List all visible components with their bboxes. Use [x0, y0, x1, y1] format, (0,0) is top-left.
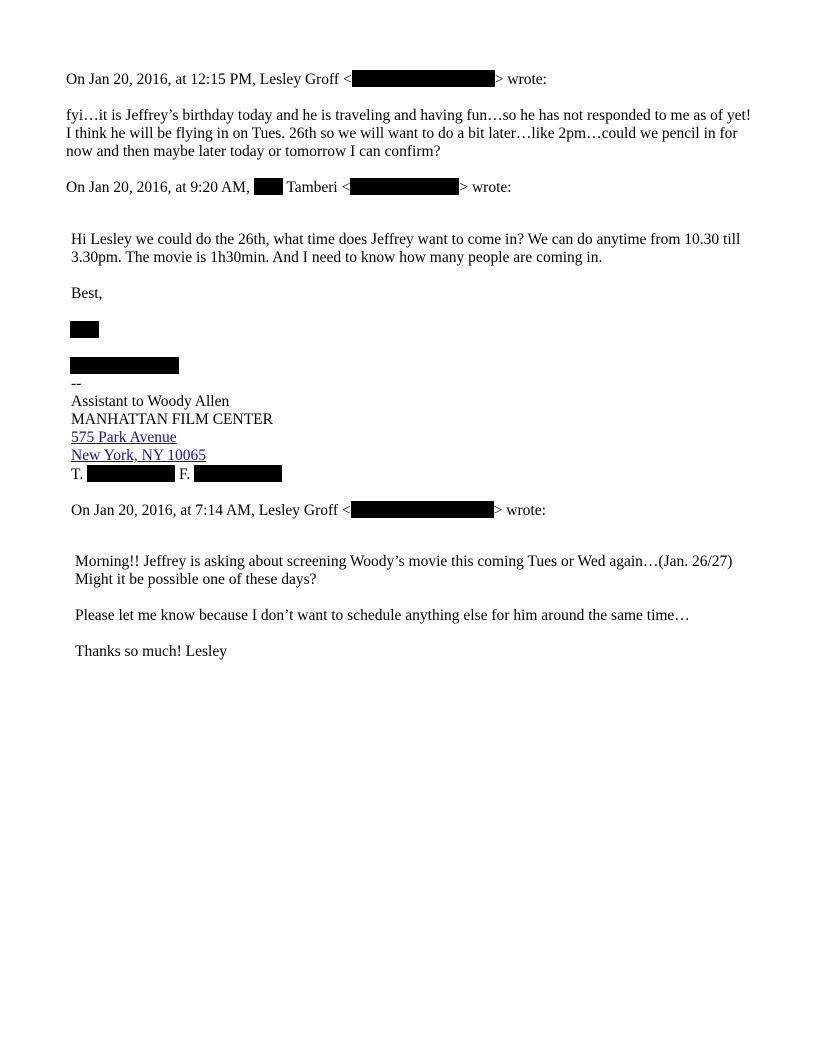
signature-company: MANHATTAN FILM CENTER: [71, 411, 273, 428]
signature-separator: --: [71, 375, 82, 392]
address-link[interactable]: 575 Park Avenue: [71, 429, 177, 446]
message-1-body: fyi…it is Jeffrey’s birthday today and he is traveling and having fun…so he has not responded to me as of yet! I think he will be flying in on Tues. 26th so we will want to do a bit later…like 2pm…could we pencil in for now and then maybe later today or tomorrow I can confirm?: [66, 107, 752, 160]
reply-header-2-prefix: On Jan 20, 2016, at 9:20 AM,: [66, 179, 254, 196]
signature-address-line-2[interactable]: [71, 447, 206, 465]
city-link[interactable]: New York, NY 10065: [71, 447, 207, 464]
redacted-email: [352, 70, 495, 87]
phone-label: T.: [71, 466, 84, 483]
reply-header-1-prefix: On Jan 20, 2016, at 12:15 PM, Lesley Groff <: [66, 71, 352, 88]
reply-header-2: [66, 178, 512, 197]
message-2-closing: Best,: [71, 285, 103, 302]
redacted-email: [351, 501, 494, 518]
redacted-signature-name: [70, 321, 99, 338]
redacted-first-name: [254, 178, 283, 195]
reply-header-2-middle: Tamberi <: [282, 179, 351, 196]
reply-header-2-suffix: > wrote:: [459, 179, 512, 196]
fax-label: F.: [178, 466, 191, 483]
signature-title: Assistant to Woody Allen: [71, 393, 230, 410]
reply-header-3-prefix: On Jan 20, 2016, at 7:14 AM, Lesley Groff <: [71, 502, 351, 519]
signature-address-line-1[interactable]: [71, 429, 177, 447]
message-2-body: Hi Lesley we could do the 26th, what time does Jeffrey want to come in? We can do anytime from 10.30 till 3.30pm. The movie is 1h30min. And I need to know how many people are coming in.: [71, 231, 741, 266]
reply-header-1-suffix: > wrote:: [494, 71, 547, 88]
reply-header-1: [66, 70, 547, 89]
redacted-fax: [194, 465, 282, 482]
redacted-signature-fullname: [70, 357, 179, 374]
redacted-email: [350, 178, 459, 195]
signature-contact: [71, 465, 282, 484]
message-3-body-2: Please let me know because I don’t want to schedule anything else for him around the same time…: [75, 607, 690, 624]
redacted-phone: [87, 465, 175, 482]
message-3-body: Morning!! Jeffrey is asking about screening Woody’s movie this coming Tues or Wed again…(Jan. 26/27) Might it be possible one of these days?: [75, 553, 733, 588]
reply-header-3: [71, 501, 546, 520]
reply-header-3-suffix: > wrote:: [493, 502, 546, 519]
message-3-closing: Thanks so much! Lesley: [75, 643, 227, 660]
